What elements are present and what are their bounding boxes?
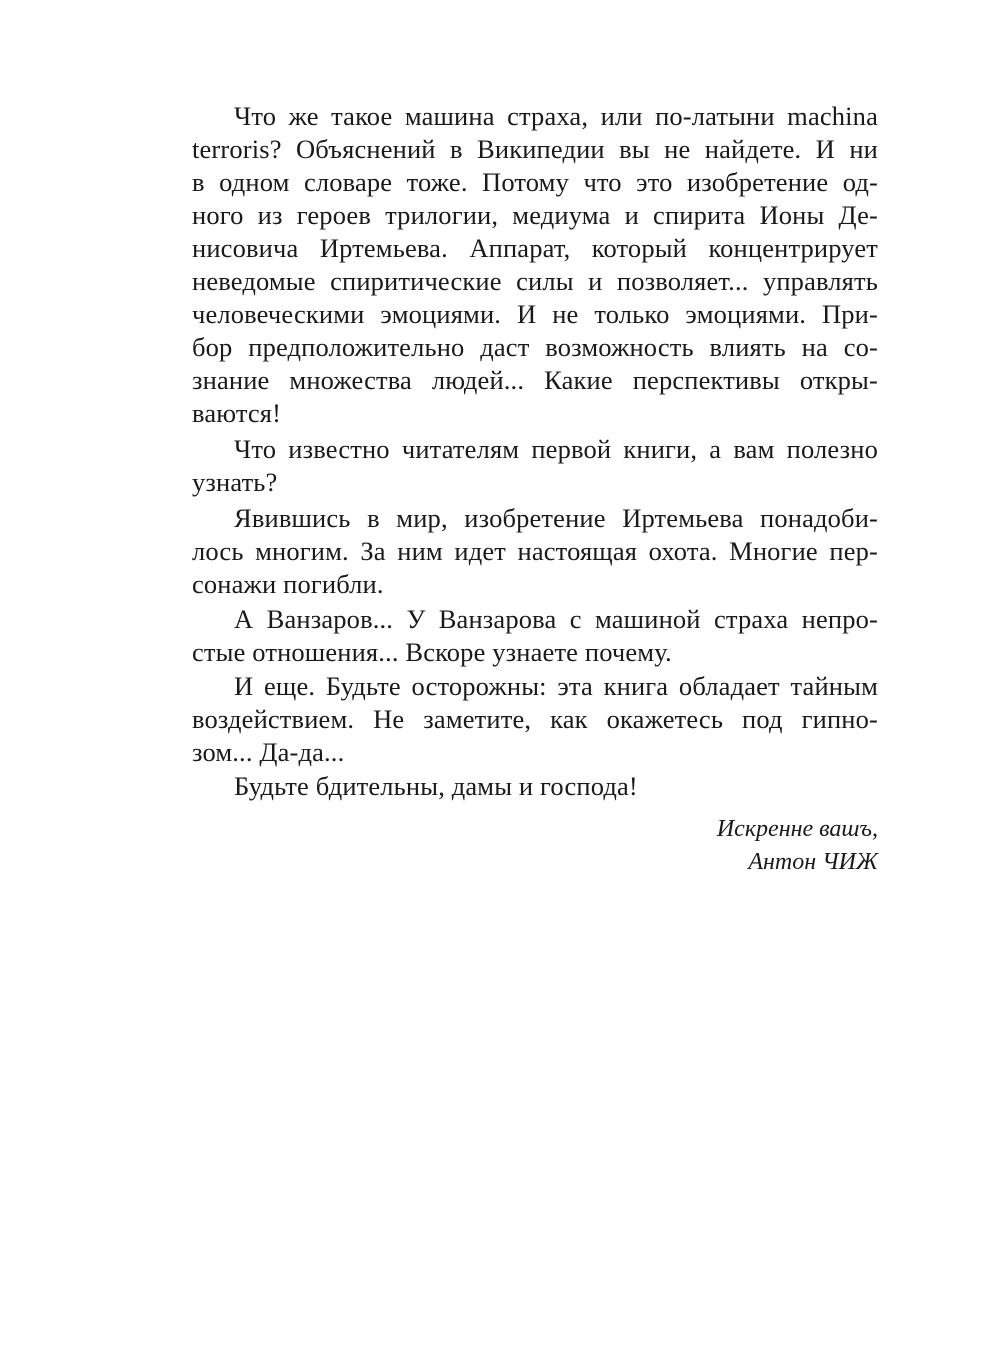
text-line: ваются! bbox=[192, 398, 282, 428]
signature-closing: Искренне вашъ, bbox=[716, 816, 878, 842]
text-line: Что известно читателям первой книги, а вам полезно bbox=[234, 434, 878, 464]
text-line: Явившись в мир, изобретение Иртемьева понадоби- bbox=[234, 503, 878, 533]
signature-author: Антон ЧИЖ bbox=[748, 849, 878, 875]
text-line: terroris? Объяснений в Википедии вы не найдете. И ни bbox=[192, 134, 878, 164]
text-line: Что же такое машина страха, или по-латыни machina bbox=[234, 101, 878, 131]
text-line: узнать? bbox=[192, 467, 278, 497]
text-line: И еще. Будьте осторожны: эта книга обладает тайным bbox=[234, 671, 878, 701]
text-line: воздействием. Не заметите, как окажетесь под гипно- bbox=[192, 704, 878, 734]
text-line: зом... Да-да... bbox=[192, 737, 345, 767]
text-line: в одном словаре тоже. Потому что это изобретение од- bbox=[192, 167, 878, 197]
text-line: стые отношения... Вскоре узнаете почему. bbox=[192, 637, 672, 667]
text-line: нисовича Иртемьева. Аппарат, который концентрирует bbox=[192, 233, 878, 263]
text-line: бор предположительно даст возможность влиять на со- bbox=[192, 332, 878, 362]
text-line: человеческими эмоциями. И не только эмоциями. При- bbox=[192, 299, 878, 329]
text-line: неведомые спиритические силы и позволяет... управлять bbox=[192, 266, 878, 296]
text-line: А Ванзаров... У Ванзарова с машиной страха непро- bbox=[234, 604, 878, 634]
text-line: сонажи погибли. bbox=[192, 569, 384, 599]
text-line: лось многим. За ним идет настоящая охота. Многие пер- bbox=[192, 536, 878, 566]
text-line: ного из героев трилогии, медиума и спирита Ионы Де- bbox=[192, 200, 878, 230]
text-line: знание множества людей... Какие перспективы откры- bbox=[192, 365, 878, 395]
text-line: Будьте бдительны, дамы и господа! bbox=[234, 771, 638, 801]
